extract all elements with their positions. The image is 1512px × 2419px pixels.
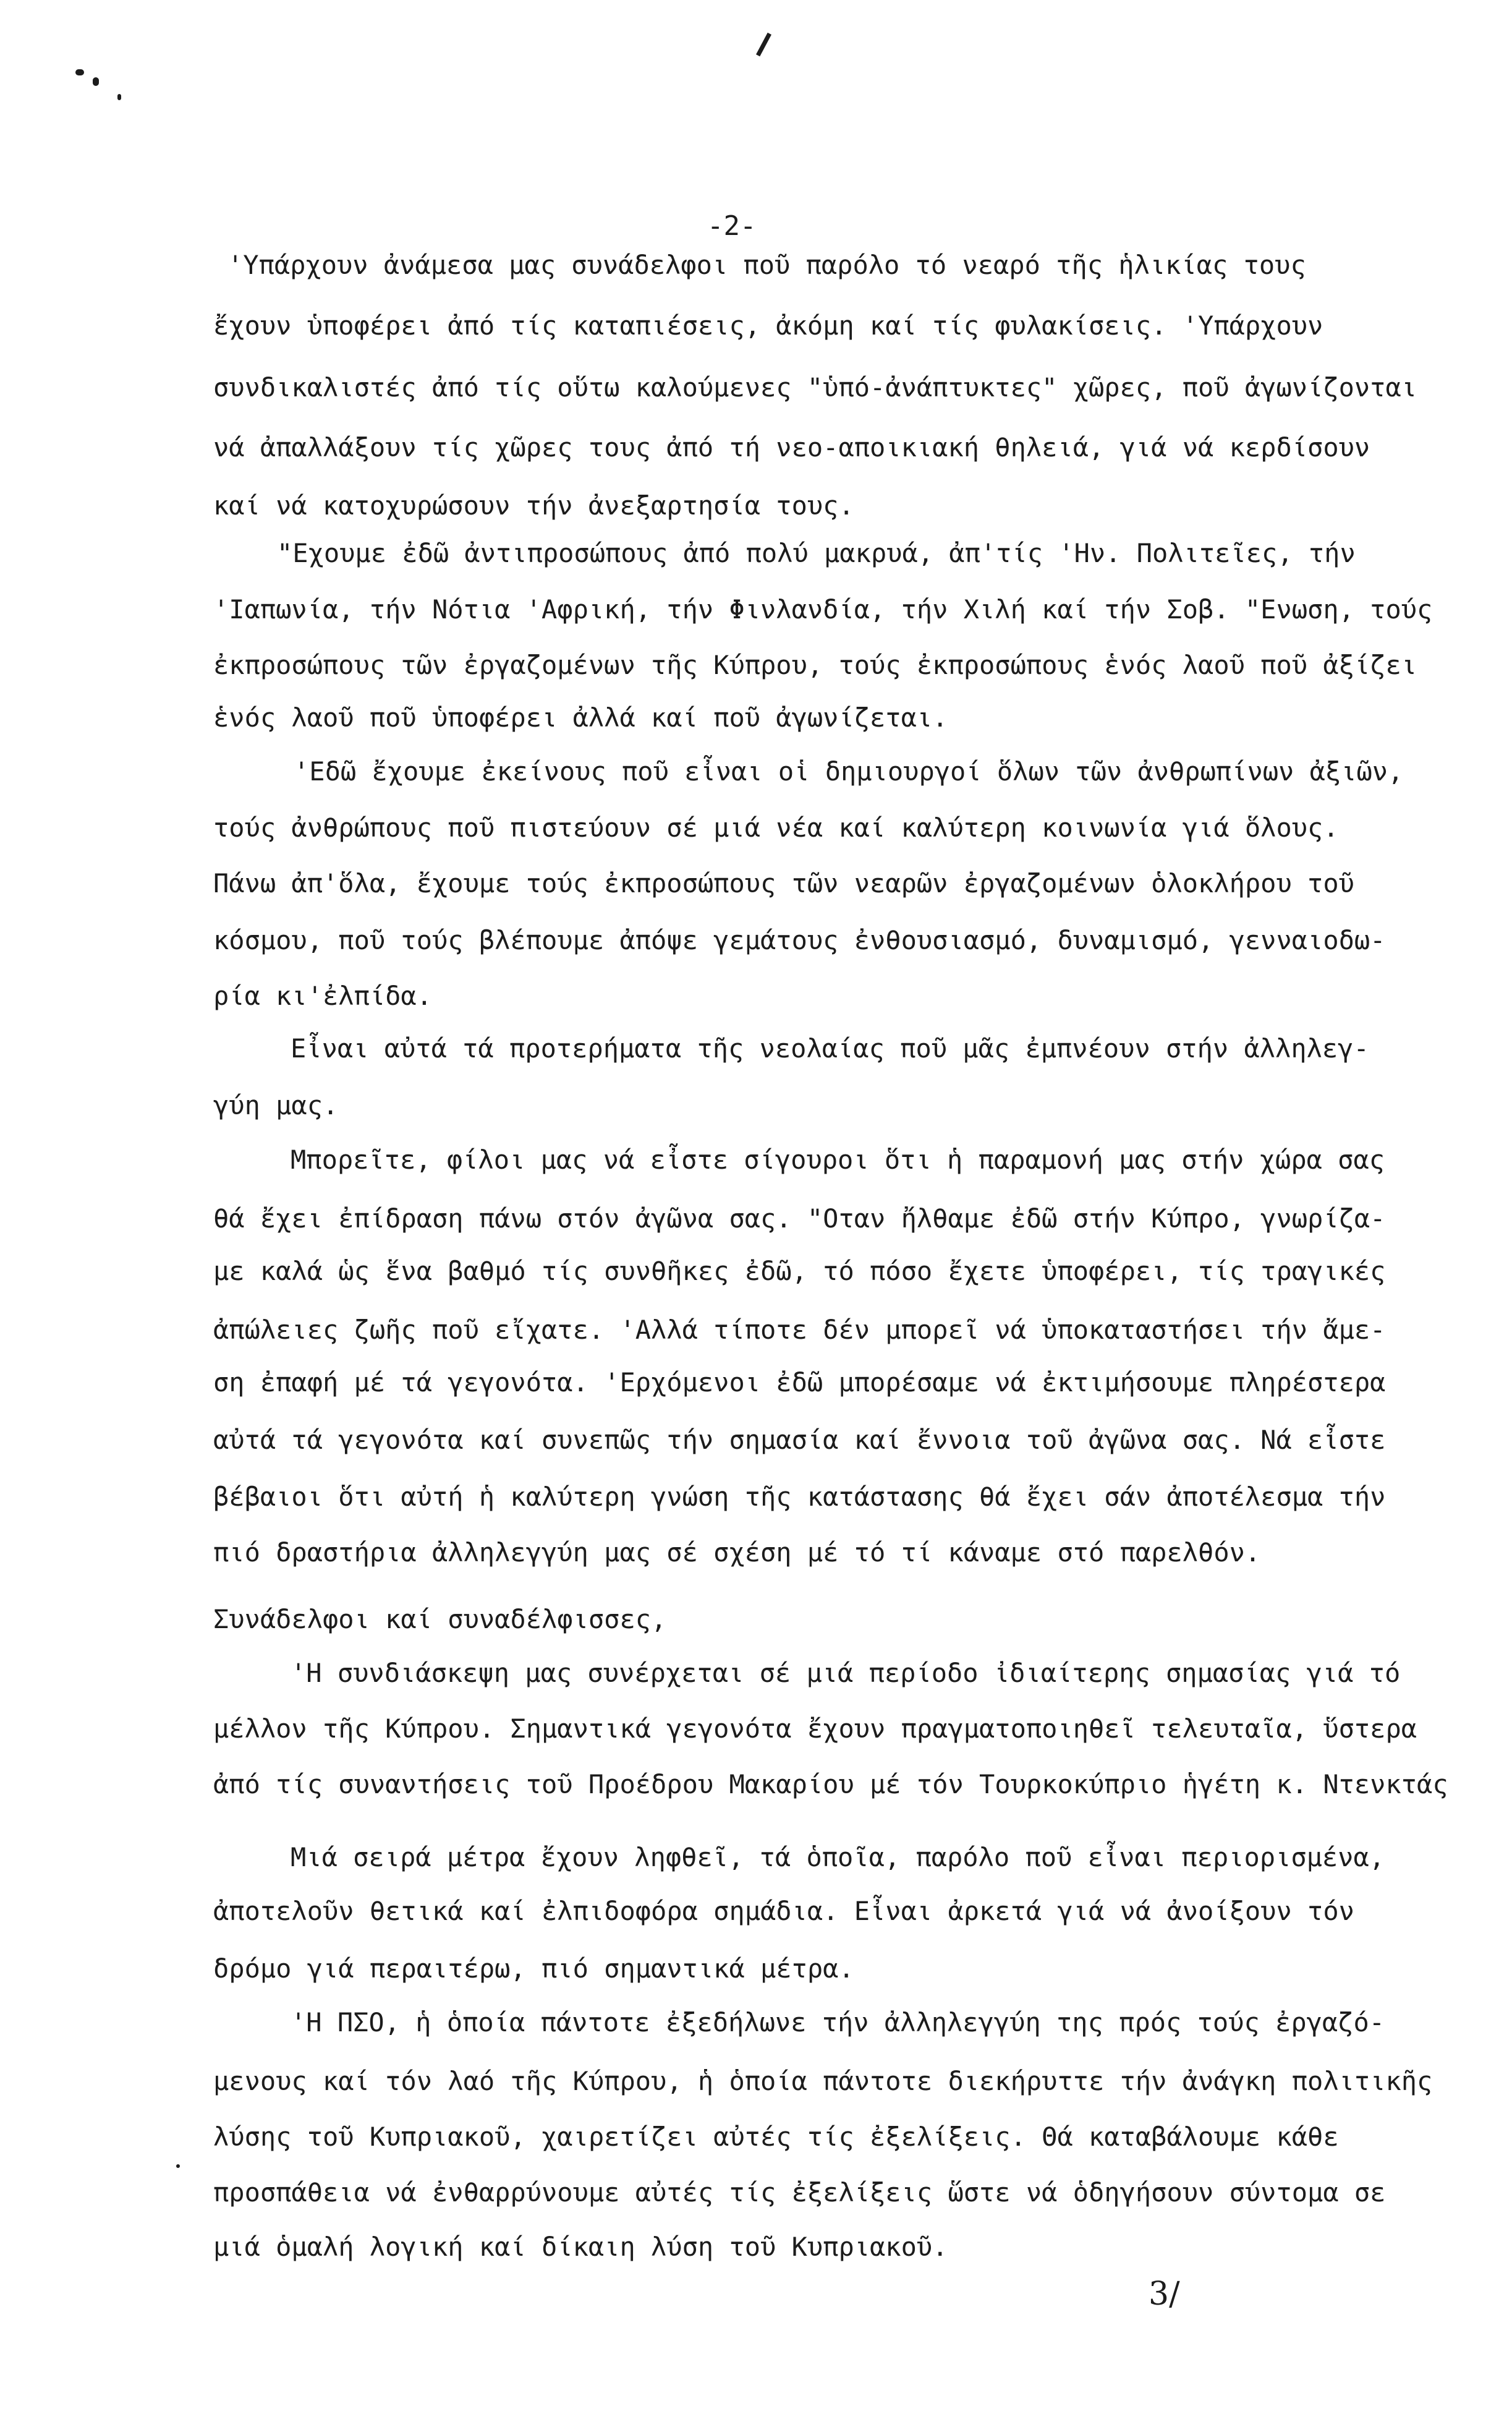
scan-speck: [75, 69, 84, 75]
text-line: ἐκπροσώπους τῶν ἐργαζομένων τῆς Κύπρου, τούς ἐκπροσώπους ἑνός λαοῦ ποῦ ἀξίζει: [213, 650, 1417, 680]
text-line: 'Η ΠΣΟ, ἡ ὁποία πάντοτε ἐξεδήλωνε τήν ἀλληλεγγύη της πρός τούς ἐργαζό-: [291, 2007, 1385, 2037]
text-line: θά ἔχει ἐπίδραση πάνω στόν ἀγῶνα σας. "Οταν ἤλθαμε ἐδῶ στήν Κύπρο, γνωρίζα-: [213, 1203, 1386, 1234]
text-line: ἀπώλειες ζωῆς ποῦ εἴχατε. 'Αλλά τίποτε δέν μπορεῖ νά ὑποκαταστήσει τήν ἄμε-: [213, 1315, 1386, 1345]
text-line: ἀποτελοῦν θετικά καί ἐλπιδοφόρα σημάδια. Εἶναι ἀρκετά γιά νά ἀνοίξουν τόν: [213, 1896, 1354, 1926]
text-line: ση ἐπαφή μέ τά γεγονότα. 'Ερχόμενοι ἐδῶ μπορέσαμε νά ἐκτιμήσουμε πληρέστερα: [213, 1367, 1386, 1397]
scan-speck: [117, 94, 121, 100]
text-line: Εἶναι αὐτά τά προτερήματα τῆς νεολαίας ποῦ μᾶς ἐμπνέουν στήν ἀλληλεγ-: [291, 1033, 1369, 1064]
text-line: Συνάδελφοι καί συναδέλφισσες,: [213, 1604, 667, 1634]
text-line: τούς ἀνθρώπους ποῦ πιστεύουν σέ μιά νέα καί καλύτερη κοινωνία γιά ὅλους.: [213, 813, 1339, 843]
continuation-mark: 3/: [1149, 2276, 1180, 2313]
text-line: προσπάθεια νά ἐνθαρρύνουμε αὐτές τίς ἐξελίξεις ὥστε νά ὁδηγήσουν σύντομα σε: [213, 2177, 1386, 2208]
text-line: Μπορεῖτε, φίλοι μας νά εἶστε σίγουροι ὅτι ἡ παραμονή μας στήν χώρα σας: [291, 1145, 1385, 1175]
text-line: ἀπό τίς συναντήσεις τοῦ Προέδρου Μακαρίου μέ τόν Τουρκοκύπριο ἡγέτη κ. Ντενκτάς: [213, 1769, 1448, 1799]
text-line: 'Εδῶ ἔχουμε ἐκείνους ποῦ εἶναι οἱ δημιουργοί ὅλων τῶν ἀνθρωπίνων ἀξιῶν,: [294, 756, 1404, 787]
text-line: Πάνω ἀπ'ὅλα, ἔχουμε τούς ἐκπροσώπους τῶν νεαρῶν ἐργαζομένων ὁλοκλήρου τοῦ: [213, 868, 1354, 898]
text-line: Μιά σειρά μέτρα ἔχουν ληφθεῖ, τά ὁποῖα, παρόλο ποῦ εἶναι περιορισμένα,: [291, 1842, 1385, 1872]
text-line: 'Ιαπωνία, τήν Νότια 'Αφρική, τήν Φινλανδία, τήν Χιλή καί τήν Σοβ. "Ενωση, τούς: [213, 594, 1433, 625]
text-line: κόσμου, ποῦ τούς βλέπουμε ἀπόψε γεμάτους ἐνθουσιασμό, δυναμισμό, γενναιοδω-: [213, 925, 1386, 955]
scan-speck: [176, 2164, 180, 2168]
text-line: λύσης τοῦ Κυπριακοῦ, χαιρετίζει αὐτές τίς ἐξελίξεις. Θά καταβάλουμε κάθε: [213, 2122, 1339, 2152]
text-line: με καλά ὡς ἕνα βαθμό τίς συνθῆκες ἐδῶ, τό πόσο ἔχετε ὑποφέρει, τίς τραγικές: [213, 1256, 1386, 1286]
text-line: ἔχουν ὑποφέρει ἀπό τίς καταπιέσεις, ἀκόμη καί τίς φυλακίσεις. 'Υπάρχουν: [213, 310, 1323, 341]
text-line: αὐτά τά γεγονότα καί συνεπῶς τήν σημασία καί ἔννοια τοῦ ἀγῶνα σας. Νά εἶστε: [213, 1425, 1386, 1455]
text-line: ἑνός λαοῦ ποῦ ὑποφέρει ἀλλά καί ποῦ ἀγωνίζεται.: [213, 702, 948, 733]
scan-speck: [93, 77, 99, 86]
text-line: πιό δραστήρια ἀλληλεγγύη μας σέ σχέση μέ τό τί κάναμε στό παρελθόν.: [213, 1537, 1261, 1568]
text-line: μενους καί τόν λαό τῆς Κύπρου, ἡ ὁποία πάντοτε διεκήρυττε τήν ἀνάγκη πολιτικῆς: [213, 2066, 1433, 2096]
text-line: μέλλον τῆς Κύπρου. Σημαντικά γεγονότα ἔχουν πραγματοποιηθεῖ τελευταῖα, ὕστερα: [213, 1713, 1417, 1744]
text-line: μιά ὁμαλή λογική καί δίκαιη λύση τοῦ Κυπριακοῦ.: [213, 2232, 948, 2262]
page-number: -2-: [707, 210, 757, 242]
text-line: 'Η συνδιάσκεψη μας συνέρχεται σέ μιά περίοδο ἰδιαίτερης σημασίας γιά τό: [291, 1658, 1401, 1688]
text-line: γύη μας.: [213, 1090, 339, 1120]
text-line: ρία κι'ἐλπίδα.: [213, 981, 433, 1011]
pen-mark: [756, 33, 771, 57]
text-line: συνδικαλιστές ἀπό τίς οὕτω καλούμενες "ὑπό-ἀνάπτυκτες" χῶρες, ποῦ ἀγωνίζονται: [213, 372, 1417, 403]
text-line: νά ἀπαλλάξουν τίς χῶρες τους ἀπό τή νεο-αποικιακή θηλειά, γιά νά κερδίσουν: [213, 432, 1370, 463]
text-line: "Εχουμε ἐδῶ ἀντιπροσώπους ἀπό πολύ μακρυά, ἀπ'τίς 'Ην. Πολιτεῖες, τήν: [277, 538, 1356, 568]
text-line: 'Υπάρχουν ἀνάμεσα μας συνάδελφοι ποῦ παρόλο τό νεαρό τῆς ἡλικίας τους: [227, 250, 1306, 280]
text-line: καί νά κατοχυρώσουν τήν ἀνεξαρτησία τους.: [213, 490, 854, 521]
text-line: βέβαιοι ὅτι αὐτή ἡ καλύτερη γνώση τῆς κατάστασης θά ἔχει σάν ἀποτέλεσμα τήν: [213, 1482, 1386, 1512]
text-line: δρόμο γιά περαιτέρω, πιό σημαντικά μέτρα.: [213, 1953, 854, 1984]
